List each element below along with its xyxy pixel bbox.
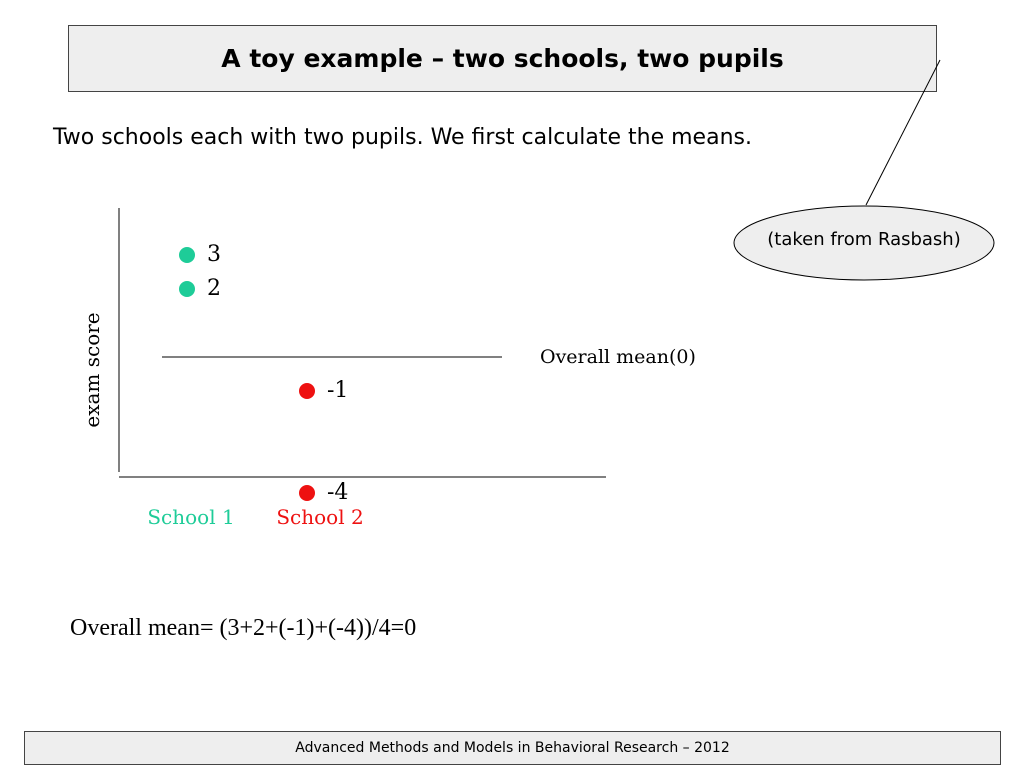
category-label-school-2: School 2 bbox=[276, 505, 364, 529]
callout-text: (taken from Rasbash) bbox=[767, 229, 961, 250]
data-label-1-2: 2 bbox=[207, 276, 221, 301]
data-label-1-1: 3 bbox=[207, 242, 221, 267]
data-point-2-2 bbox=[299, 485, 315, 501]
data-label-2-1: -1 bbox=[327, 378, 349, 403]
data-point-1-2 bbox=[179, 281, 195, 297]
slide-title: A toy example – two schools, two pupils bbox=[221, 44, 784, 73]
overall-mean-label: Overall mean(0) bbox=[540, 346, 696, 368]
data-point-2-1 bbox=[299, 383, 315, 399]
slide-subtitle: Two schools each with two pupils. We first calculate the means. bbox=[53, 125, 752, 150]
data-point-1-1 bbox=[179, 247, 195, 263]
callout-pointer bbox=[866, 60, 940, 205]
overall-mean-formula: Overall mean= (3+2+(-1)+(-4))/4=0 bbox=[70, 615, 417, 641]
data-label-2-2: -4 bbox=[327, 480, 349, 505]
footer-text: Advanced Methods and Models in Behavioral Research – 2012 bbox=[295, 740, 730, 756]
footer-box bbox=[24, 731, 1001, 765]
data-points bbox=[179, 242, 348, 505]
category-label-school-1: School 1 bbox=[147, 505, 235, 529]
y-axis-label: exam score bbox=[80, 312, 104, 428]
